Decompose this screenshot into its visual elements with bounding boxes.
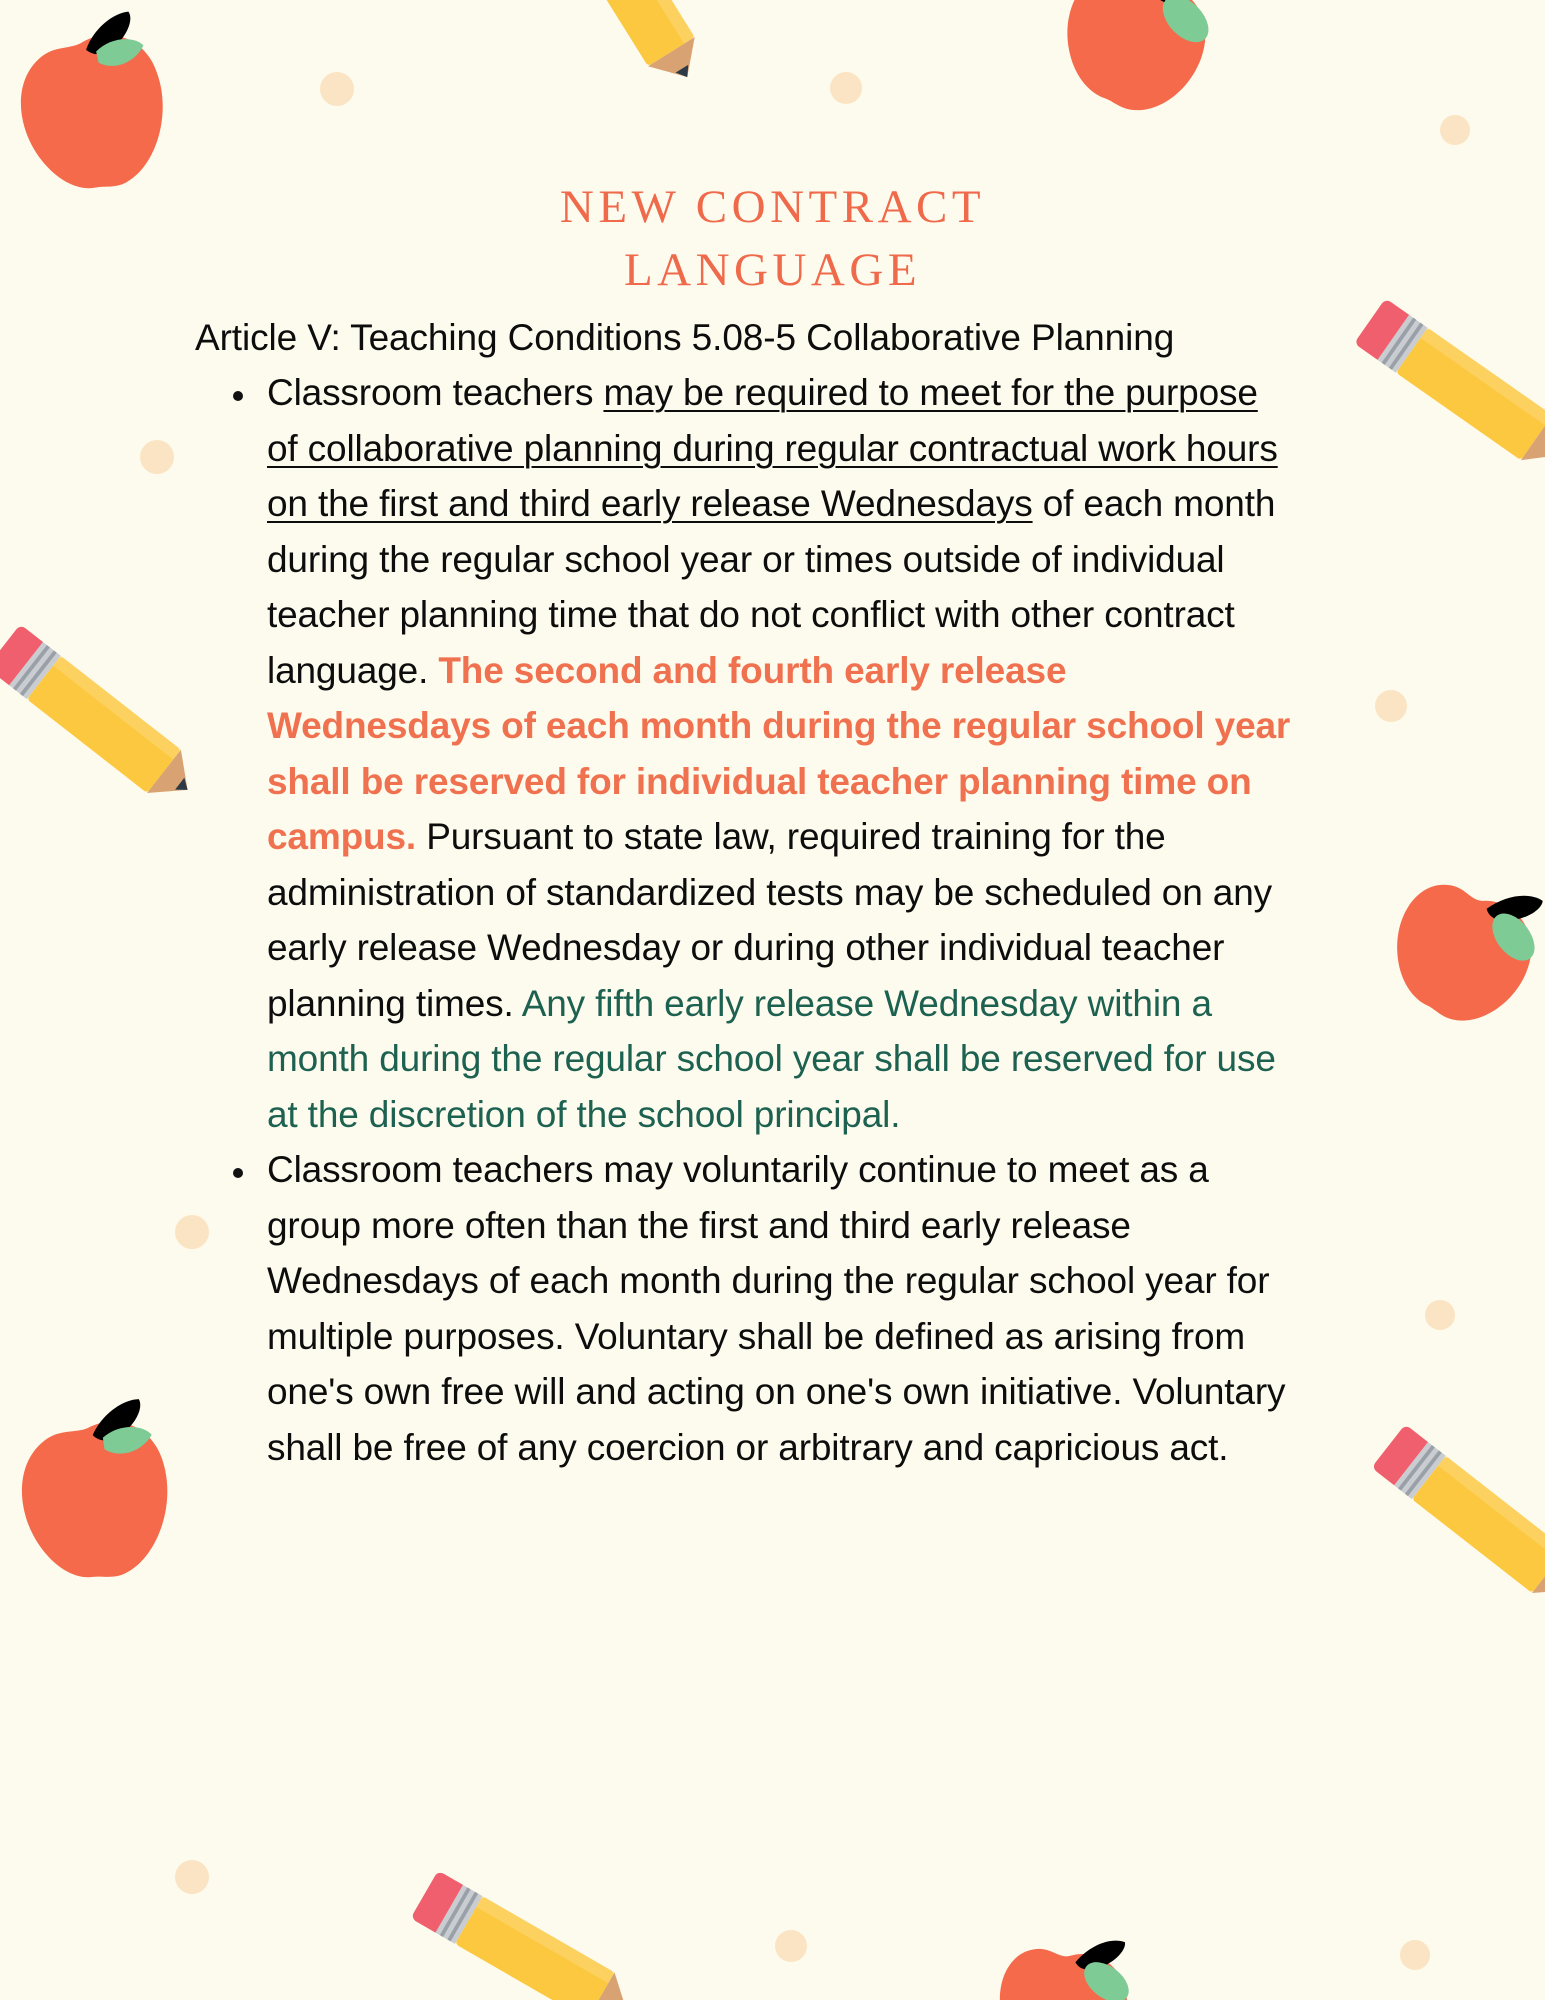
dot-icon: [1400, 1940, 1430, 1970]
text-segment-plain: Classroom teachers: [267, 372, 604, 413]
apple-icon: [967, 1907, 1164, 2000]
text-segment-plain: Classroom teachers may voluntarily continue to meet as a group more often than the first and third early release Wednesdays of each month during the regular school year for multiple purposes. Voluntary shall be defined as arising from one's own free will and acting on one's own initiative. Voluntary shall be free of any coercion or arbitrary and capricious act.: [267, 1149, 1286, 1468]
body-block: [195, 310, 1335, 1475]
text-segment-underline: may be required to meet for the purpose of collaborative planning during regular contractual work hours on the first and third early release Wednesdays: [267, 372, 1278, 524]
article-reference: Article V: Teaching Conditions 5.08-5 Collaborative Planning: [195, 317, 1175, 358]
contract-bullet-list: [195, 365, 1295, 1475]
title-line-2: LANGUAGE: [623, 244, 922, 296]
page-title: [423, 0, 1123, 302]
dot-icon: [775, 1930, 807, 1962]
dot-icon: [175, 1860, 209, 1894]
dot-bottom-left: [175, 1860, 209, 1894]
text-segment-teal: Any fifth early release Wednesday within a month during the regular school year shall be reserved for use at the discretion of the school principal.: [267, 982, 1276, 1135]
bullet-voluntary-meetings: [267, 1142, 1295, 1475]
text-segment-plain: Pursuant to state law, required training for the administration of standardized tests may be scheduled on any early release Wednesday or during other individual teacher planning times.: [267, 816, 1272, 1024]
bullet-collaborative-planning: [267, 365, 1295, 1142]
title-line-1: NEW CONTRACT: [559, 181, 986, 233]
pencil-bottom-center: [398, 1858, 652, 2000]
pencil-icon: [398, 1858, 652, 2000]
text-segment-plain: of each month during the regular school year or times outside of individual teacher planning time that do not conflict with other contract language.: [267, 483, 1276, 691]
dot-bottom-right: [1400, 1940, 1430, 1970]
dot-bottom-mid: [775, 1930, 807, 1962]
text-segment-orange-bold: The second and fourth early release Wednesdays of each month during the regular school year shall be reserved for individual teacher planning time on campus.: [267, 649, 1291, 857]
apple-bottom-right: [967, 1907, 1164, 2000]
